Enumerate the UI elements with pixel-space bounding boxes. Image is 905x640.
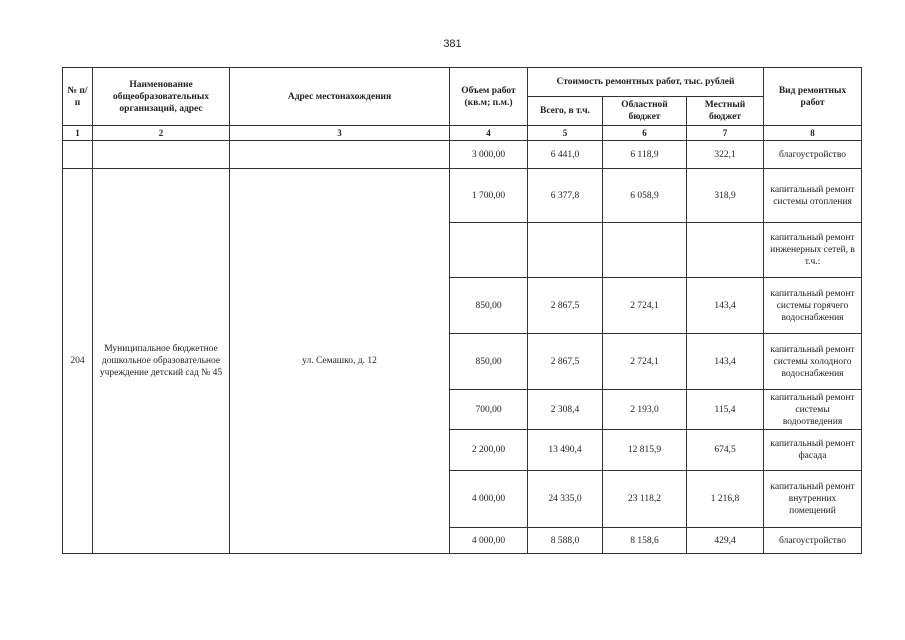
table-row (63, 169, 862, 223)
cell-num: 204 (63, 169, 93, 554)
cell-name: Муниципальное бюджетное дошкольное образовательное учреждение детский сад № 45 (93, 169, 230, 554)
cell-type: капитальный ремонт инженерных сетей, в т.ч.: (764, 223, 862, 278)
header-regional: Областной бюджет (603, 97, 687, 126)
cell-name (93, 141, 230, 169)
col-number: 2 (93, 126, 230, 141)
cell-regional: 6 118,9 (603, 141, 687, 169)
cell-local: 322,1 (687, 141, 764, 169)
header-name: Наименование общеобразовательных организаций, адрес (93, 68, 230, 126)
cell-volume: 850,00 (450, 334, 528, 390)
cell-local: 143,4 (687, 278, 764, 334)
cell-type: капитальный ремонт фасада (764, 430, 862, 471)
column-number-row (63, 126, 862, 141)
cell-regional: 23 118,2 (603, 471, 687, 528)
cell-volume: 1 700,00 (450, 169, 528, 223)
col-number: 3 (230, 126, 450, 141)
cell-total: 6 377,8 (528, 169, 603, 223)
cell-regional: 2 724,1 (603, 278, 687, 334)
cell-local: 115,4 (687, 390, 764, 430)
cell-volume: 850,00 (450, 278, 528, 334)
cell-regional: 12 815,9 (603, 430, 687, 471)
cell-local: 318,9 (687, 169, 764, 223)
cell-type: капитальный ремонт внутренних помещений (764, 471, 862, 528)
header-type: Вид ремонтных работ (764, 68, 862, 126)
cell-total: 2 308,4 (528, 390, 603, 430)
cell-total: 13 490,4 (528, 430, 603, 471)
cell-local: 674,5 (687, 430, 764, 471)
cell-regional (603, 223, 687, 278)
cell-type: благоустройство (764, 141, 862, 169)
cell-address (230, 141, 450, 169)
cell-local: 1 216,8 (687, 471, 764, 528)
col-number: 4 (450, 126, 528, 141)
cell-regional: 2 724,1 (603, 334, 687, 390)
cell-local: 143,4 (687, 334, 764, 390)
cell-volume: 4 000,00 (450, 528, 528, 554)
cell-address: ул. Семашко, д. 12 (230, 169, 450, 554)
cell-local (687, 223, 764, 278)
col-number: 7 (687, 126, 764, 141)
cell-volume: 4 000,00 (450, 471, 528, 528)
cell-num (63, 141, 93, 169)
col-number: 6 (603, 126, 687, 141)
header-volume: Объем работ (кв.м; п.м.) (450, 68, 528, 126)
cell-total: 6 441,0 (528, 141, 603, 169)
cell-total: 2 867,5 (528, 334, 603, 390)
header-cost-group: Стоимость ремонтных работ, тыс. рублей (528, 68, 764, 97)
cell-volume (450, 223, 528, 278)
cell-total: 2 867,5 (528, 278, 603, 334)
cell-type: капитальный ремонт системы отопления (764, 169, 862, 223)
repair-works-table (62, 67, 862, 554)
cell-regional: 6 058,9 (603, 169, 687, 223)
cell-type: капитальный ремонт системы горячего водоснабжения (764, 278, 862, 334)
header-address: Адрес местонахождения (230, 68, 450, 126)
cell-total: 8 588,0 (528, 528, 603, 554)
cell-regional: 8 158,6 (603, 528, 687, 554)
header-total: Всего, в т.ч. (528, 97, 603, 126)
col-number: 5 (528, 126, 603, 141)
cell-type: благоустройство (764, 528, 862, 554)
table-row (63, 141, 862, 169)
cell-volume: 2 200,00 (450, 430, 528, 471)
cell-local: 429,4 (687, 528, 764, 554)
header-num: № п/п (63, 68, 93, 126)
cell-regional: 2 193,0 (603, 390, 687, 430)
cell-volume: 3 000,00 (450, 141, 528, 169)
col-number: 8 (764, 126, 862, 141)
header-row (63, 68, 862, 97)
cell-type: капитальный ремонт системы холодного водоснабжения (764, 334, 862, 390)
cell-volume: 700,00 (450, 390, 528, 430)
cell-total: 24 335,0 (528, 471, 603, 528)
cell-total (528, 223, 603, 278)
cell-type: капитальный ремонт системы водоотведения (764, 390, 862, 430)
header-local: Местный бюджет (687, 97, 764, 126)
col-number: 1 (63, 126, 93, 141)
page-number: 381 (443, 38, 462, 50)
